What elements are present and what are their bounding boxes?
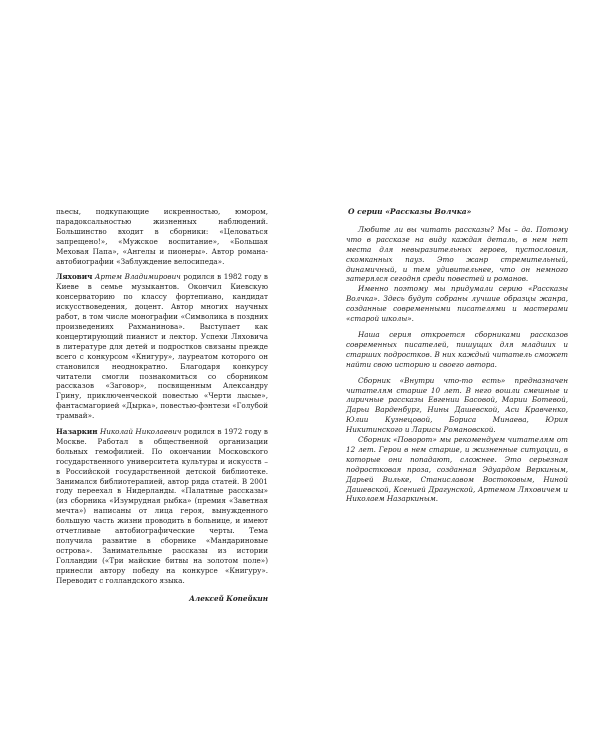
series-paragraph: Именно поэтому мы придумали серию «Рассказы Волчка». Здесь будут собраны лучшие образцы жанра, созданные современными писателями и мастерами «старой школы».: [346, 284, 568, 324]
bio-text: родился в 1972 году в Москве. Работал в общественной организации больных гемофилией. По окончании Московского государственного университета культуры и искусств – в Российской государственной детской библиотеке. Занимался библиотерапией, автор ряда статей. В 2001 году переехал в Нидерланды. «Палатные рассказы» (из сборника «Изумрудная рыбка» (премия «Заветная мечта») написаны от лица героя, вынужденного большую часть жизни проводить в больнице, и имеют отчетливые автобиографические черты. Тема получила развитие в сборнике «Мандариновые острова». Занимательные рассказы из истории Голландии («Три майские битвы на золотом поле») принесли автору победу на конкурсе «Книгуру». Переводит с голландского языка.: [56, 427, 268, 585]
bio-text: родился в 1982 году в Киеве в семье музыкантов. Окончил Киевскую консерваторию по классу фортепиано, кандидат искусствоведения, доцент. Автор многих научных работ, в том числе монографии «Символика в поздних произведениях Рахманинова». Выступает как концертирующий пианист и лектор. Успехи Ляховича в литературе для детей и подростков связаны прежде всего с конкурсом «Книгуру», лауреатом которого он становился неоднократно. Благодаря конкурсу читатели смогли познакомиться со сборником рассказов «Заговор», посвященным Александру Грину, приключенческой повестью «Черти лысые», фантасмагорией «Дырка», повестью-фэнтези «Голубой трамвай».: [56, 272, 268, 421]
signature: Алексей Копейкин: [189, 593, 268, 603]
right-column: [346, 207, 568, 504]
series-paragraph: Сборник «Внутри что-то есть» предназначен читателям старше 10 лет. В него вошли смешные и лиричные рассказы Евгении Басовой, Марии Ботевой, Дарьи Варденбург, Нины Дашевской, Аси Кравченко, Юлии Кузнецовой, Бориса Минаева, Юрия Никитинского и Ларисы Романовской.: [346, 375, 568, 435]
author-surname: Ляхович: [56, 272, 93, 282]
series-title: О серии «Рассказы Волчка»: [348, 207, 472, 216]
author-name-patronymic: Николай Николаевич: [99, 427, 182, 437]
series-paragraph: Наша серия откроется сборниками рассказов современных писателей, пишущих для младших и старших подростков. В них каждый читатель сможет найти свою историю и своего автора.: [346, 329, 568, 369]
author-surname: Назаркин: [56, 427, 98, 437]
right-page: [300, 0, 600, 750]
bio-lyakhovich-paragraph: [56, 272, 268, 421]
author-name-patronymic: Артем Владимирович: [94, 272, 181, 282]
left-column: [56, 207, 268, 603]
bio-nazarkin-paragraph: [56, 427, 268, 586]
bio-continuation-paragraph: пьесы, подкупающие искренностью, юмором, парадоксальностью жизненных наблюдений. Большинство входит в сборники: «Целоваться запрещено!», «Мужское воспитание», «Большая Меховая Папа», «Ангелы и пионеры». Автор романа-автобиографии «Заблуждение велосипеда».: [56, 207, 268, 266]
series-paragraph: Сборник «Поворот» мы рекомендуем читателям от 12 лет. Герои в нем старше, и жизненные ситуации, в которые они попадают, сложнее. Это серьезная подростковая проза, созданная Эдуардом Веркиным, Дарьей Вильке, Станиславом Востоковым, Ниной Дашевской, Ксенией Драгунской, Артемом Ляховичем и Николаем Назаркиным.: [346, 435, 568, 504]
series-paragraph: Любите ли вы читать рассказы? Мы – да. Потому что в рассказе на виду каждая деталь, в нем нет места для невыразительных героев, пустословия, скомканных пауз. Это жанр стремительный, динамичный, и тем удивительнее, что он немного затерялся сегодня среди повестей и романов.: [346, 224, 568, 284]
